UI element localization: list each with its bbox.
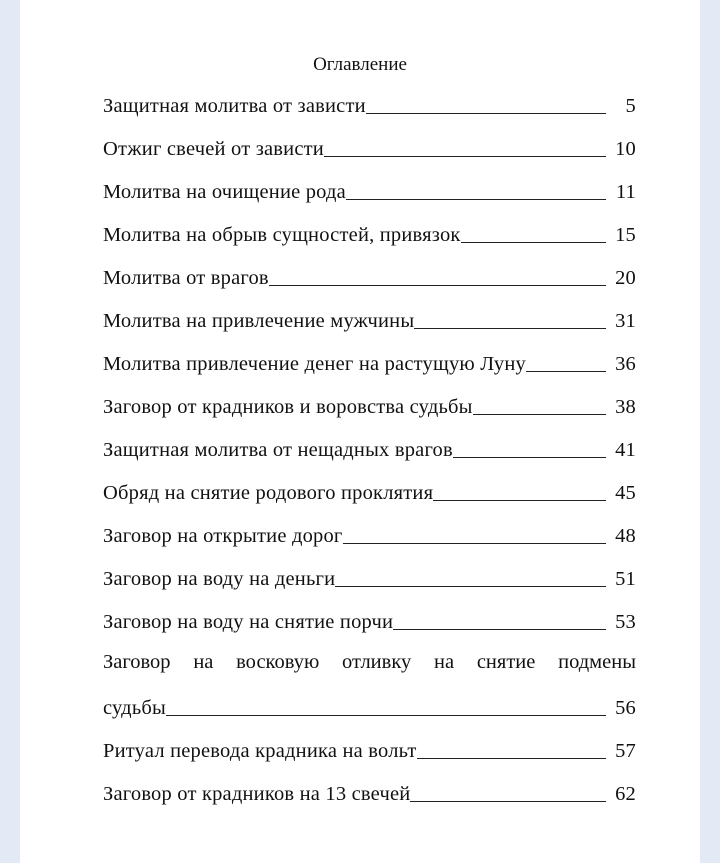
- toc-entry-title: Заговор на воду на деньги: [103, 568, 336, 590]
- toc-entry[interactable]: [103, 737, 636, 763]
- toc-entry[interactable]: [103, 350, 636, 376]
- leader-line: [410, 800, 606, 802]
- toc-entry[interactable]: [103, 92, 636, 118]
- page-title: Оглавление: [313, 54, 407, 75]
- toc-page-number: 62: [615, 783, 636, 805]
- leader-line: [453, 456, 606, 458]
- leader-line: [414, 327, 606, 329]
- toc-entry-title-line: Заговор на восковую отливку на снятие подмены: [103, 651, 636, 673]
- toc-page-number: 57: [615, 740, 636, 762]
- toc-entry-title: Ритуал перевода крадника на вольт: [103, 740, 417, 762]
- toc-entry[interactable]: [103, 522, 636, 548]
- leader-line: [461, 241, 606, 243]
- toc-page-number: 5: [625, 95, 636, 117]
- leader-line: [324, 155, 606, 157]
- toc-page-number: 38: [615, 396, 636, 418]
- toc-entry[interactable]: [103, 780, 636, 806]
- toc-entry[interactable]: [103, 694, 636, 720]
- toc-entry[interactable]: [103, 307, 636, 333]
- toc-entry-title: судьбы: [103, 697, 166, 719]
- toc-entry-title: Молитва на обрыв сущностей, привязок: [103, 224, 461, 246]
- toc-page-number: 41: [615, 439, 636, 461]
- toc-page-number: 11: [615, 181, 636, 203]
- toc-entry-title: Заговор на воду на снятие порчи: [103, 611, 394, 633]
- toc-entry[interactable]: [103, 436, 636, 462]
- toc-page-number: 36: [615, 353, 636, 375]
- leader-line: [417, 757, 606, 759]
- toc-entry-title: Молитва на привлечение мужчины: [103, 310, 415, 332]
- toc-entry[interactable]: [103, 479, 636, 505]
- toc-entry[interactable]: [103, 393, 636, 419]
- toc-entry-title: Молитва привлечение денег на растущую Луну: [103, 353, 526, 375]
- toc-page-number: 51: [615, 568, 636, 590]
- toc-entry-title: Отжиг свечей от зависти: [103, 138, 324, 160]
- toc-entry[interactable]: [103, 264, 636, 290]
- toc-page-number: 45: [615, 482, 636, 504]
- toc-entry-title: Защитная молитва от нещадных врагов: [103, 439, 453, 461]
- toc-entry-title: Заговор на открытие дорог: [103, 525, 343, 547]
- leader-line: [335, 585, 606, 587]
- toc-page-number: 15: [615, 224, 636, 246]
- leader-line: [269, 284, 606, 286]
- toc-entry-title: Заговор от крадников и воровства судьбы: [103, 396, 473, 418]
- leader-line: [343, 542, 606, 544]
- toc-page-number: 56: [615, 697, 636, 719]
- document-page: [20, 0, 700, 863]
- toc-entry-title: Молитва на очищение рода: [103, 181, 346, 203]
- toc-page-number: 48: [615, 525, 636, 547]
- toc-page-number: 31: [615, 310, 636, 332]
- leader-line: [346, 198, 606, 200]
- leader-line: [433, 499, 606, 501]
- toc-entry[interactable]: [103, 608, 636, 634]
- leader-line: [366, 112, 606, 114]
- toc-entry[interactable]: [103, 135, 636, 161]
- toc-entry[interactable]: [103, 565, 636, 591]
- toc-entry[interactable]: [103, 178, 636, 204]
- leader-line: [393, 628, 606, 630]
- toc-page-number: 20: [615, 267, 636, 289]
- toc-entry[interactable]: [103, 221, 636, 247]
- toc-page-number: 10: [615, 138, 636, 160]
- leader-line: [526, 370, 606, 372]
- toc-entry-title: Защитная молитва от зависти: [103, 95, 366, 117]
- leader-line: [473, 413, 606, 415]
- toc-entry-title: Обряд на снятие родового проклятия: [103, 482, 434, 504]
- toc-entry-title: Молитва от врагов: [103, 267, 269, 289]
- leader-line: [166, 714, 606, 716]
- toc-entry-title: Заговор от крадников на 13 свечей: [103, 783, 411, 805]
- toc-page-number: 53: [615, 611, 636, 633]
